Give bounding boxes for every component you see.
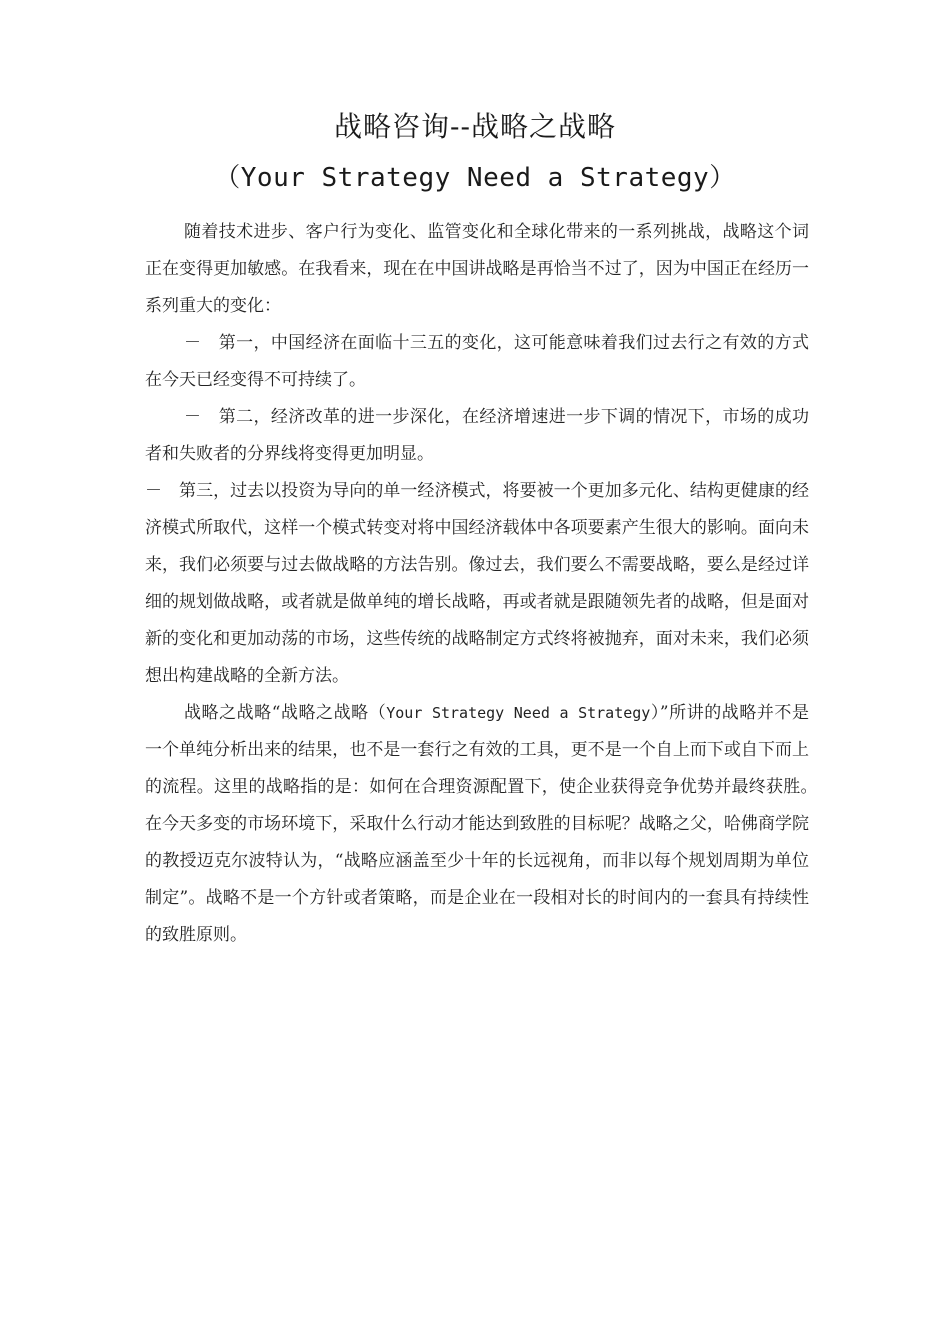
paragraph-part: 战略之战略“战略之战略（ — [184, 703, 387, 723]
paragraph-point-three: － 第三，过去以投资为导向的单一经济模式，将要被一个更加多元化、结构更健康的经济模式所取代，这样一个模式转变对将中国经济载体中各项要素产生很大的影响。面向未来，我们必须要与过去做战略的方法告别。像过去，我们要么不需要战略，要么是经过详细的规划做战略，或者就是做单纯的增长战略，再或者就是跟随领先者的战略，但是面对新的变化和更加动荡的市场，这些传统的战略制定方式终将被抛弃，面对未来，我们必须想出构建战略的全新方法。 — [145, 481, 809, 686]
paragraph-strategy-of-strategy — [145, 695, 826, 954]
paragraph-part: ）”所讲的战略并不是一个单纯分析出来的结果，也不是一套行之有效的工具，更不是一个自上而下或自下而上的流程。这里的战略指的是：如何在合理资源配置下，使企业获得竞争优势并最终获胜。 在今天多变的市场环境下，采取什么行动才能达到致胜的目标呢？战略之父，哈佛商学院的教授迈克尔波特认为，“战略应涵盖至少十年的长远视角，而非以每个规划周期为单位制定”。战略不是一个方针或者策略，而是企业在一段相对长的时间内的一套具有持续性的致胜原则。 — [145, 703, 826, 945]
page-title: 战略咨询--战略之战略 — [334, 110, 616, 143]
paragraph-point-one: － 第一，中国经济在面临十三五的变化，这可能意味着我们过去行之有效的方式在今天已经变得不可持续了。 — [145, 333, 809, 390]
english-phrase: Your Strategy Need a Strategy — [386, 704, 651, 722]
document-body — [145, 214, 826, 954]
page-subtitle: （Your Strategy Need a Strategy） — [214, 163, 736, 193]
paragraph-intro: 随着技术进步、客户行为变化、监管变化和全球化带来的一系列挑战，战略这个词正在变得更加敏感。在我看来，现在在中国讲战略是再恰当不过了，因为中国正在经历一系列重大的变化： — [145, 222, 809, 316]
paragraph-point-two: － 第二，经济改革的进一步深化，在经济增速进一步下调的情况下，市场的成功者和失败者的分界线将变得更加明显。 — [145, 407, 809, 464]
